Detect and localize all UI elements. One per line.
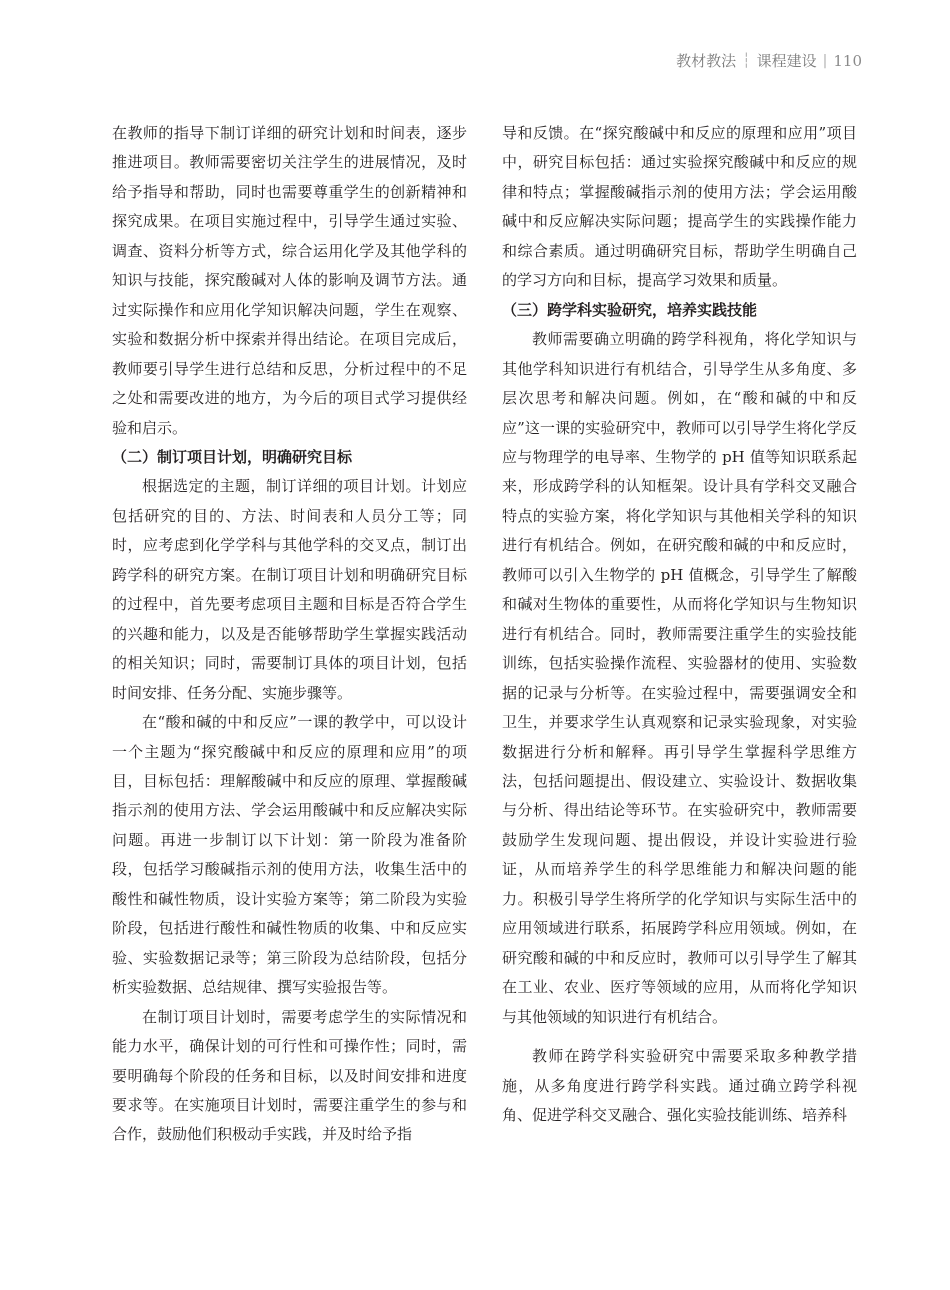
paragraph: 教师在跨学科实验研究中需要采取多种教学措施，从多角度进行跨学科实践。通过确立跨学科视角、促进学科交叉融合、强化实验技能训练、培养科 — [502, 1047, 857, 1124]
paragraph: 在教师的指导下制订详细的研究计划和时间表，逐步推进项目。教师需要密切关注学生的进展情况，及时给予指导和帮助，同时也需要尊重学生的创新精神和探究成果。在项目实施过程中，引导学生通过实验、调查、资料分析等方式，综合运用化学及其他学科的知识与技能，探究酸碱对人体的影响及调节方法。通过实际操作和应用化学知识解决问题，学生在观察、实验和数据分析中探索并得出结论。在项目完成后，教师要引导学生进行总结和反思，分析过程中的不足之处和需要改进的地方，为今后的项目式学习提供经验和启示。 — [112, 124, 467, 437]
section-heading-3: （三）跨学科实验研究，培养实践技能 — [502, 300, 758, 319]
left-column — [112, 119, 467, 1150]
section-heading-2: （二）制订项目计划，明确研究目标 — [112, 447, 353, 466]
paragraph: 在制订项目计划时，需要考虑学生的实际情况和能力水平，确保计划的可行性和可操作性；同时，需要明确每个阶段的任务和目标，以及时间安排和进度要求等。在实施项目计划时，需要注重学生的参与和合作，鼓励他们积极动手实践，并及时给予指 — [112, 1007, 467, 1144]
paragraph: 根据选定的主题，制订详细的项目计划。计划应包括研究的目的、方法、时间表和人员分工等；同时，应考虑到化学学科与其他学科的交叉点，制订出跨学科的研究方案。在制订项目计划和明确研究目标的过程中，首先要考虑项目主题和目标是否符合学生的兴趣和能力，以及是否能够帮助学生掌握实践活动的相关知识；同时，需要制订具体的项目计划，包括时间安排、任务分配、实施步骤等。 — [112, 477, 467, 702]
header-subsection: 课程建设 — [756, 52, 817, 70]
paragraph: 教师需要确立明确的跨学科视角，将化学知识与其他学科知识进行有机结合，引导学生从多角度、多层次思考和解决问题。例如，在“酸和碱的中和反应”这一课的实验研究中，教师可以引导学生将化学反应与物理学的电导率、生物学的 pH 值等知识联系起来，形成跨学科的认知框架。设计具有学科交叉融合特点的实验方案，将化学知识与其他相关学科的知识进行有机结合。例如，在研究酸和碱的中和反应时，教师可以引入生物学的 pH 值概念，引导学生了解酸和碱对生物体的重要性，从而将化学知识与生物知识进行有机结合。同时，教师需要注重学生的实验技能训练，包括实验操作流程、实验器材的使用、实验数据的记录与分析等。在实验过程中，需要强调安全和卫生，并要求学生认真观察和记录实验现象，对实验数据进行分析和解释。再引导学生掌握科学思维方法，包括问题提出、假设建立、实验设计、数据收集与分析、得出结论等环节。在实验研究中，教师需要鼓励学生发现问题、提出假设，并设计实验进行验证，从而培养学生的科学思维能力和解决问题的能力。积极引导学生将所学的化学知识与实际生活中的应用领域进行联系，拓展跨学科应用领域。例如，在研究酸和碱的中和反应时，教师可以引导学生了解其在工业、农业、医疗等领域的应用，从而将化学知识与其他领域的知识进行有机结合。 — [502, 330, 857, 1026]
page-header — [676, 50, 862, 71]
header-section: 教材教法 — [676, 52, 737, 70]
paragraph: 导和反馈。在“探究酸碱中和反应的原理和应用”项目中，研究目标包括：通过实验探究酸碱中和反应的规律和特点；掌握酸碱指示剂的使用方法；学会运用酸碱中和反应解决实际问题；提高学生的实践操作能力和综合素质。通过明确研究目标，帮助学生明确自己的学习方向和目标，提高学习效果和质量。 — [502, 124, 857, 290]
paragraph: 在“酸和碱的中和反应”一课的教学中，可以设计一个主题为“探究酸碱中和反应的原理和应用”的项目，目标包括：理解酸碱中和反应的原理、掌握酸碱指示剂的使用方法、学会运用酸碱中和反应解决实际问题。再进一步制订以下计划：第一阶段为准备阶段，包括学习酸碱指示剂的使用方法，收集生活中的酸性和碱性物质，设计实验方案等；第二阶段为实验阶段，包括进行酸性和碱性物质的收集、中和反应实验、实验数据记录等；第三阶段为总结阶段，包括分析实验数据、总结规律、撰写实验报告等。 — [112, 713, 467, 997]
right-column — [502, 119, 857, 1130]
header-divider: ┆ — [742, 52, 751, 69]
page-number: 110 — [833, 51, 862, 70]
header-divider-2: | — [822, 52, 828, 69]
